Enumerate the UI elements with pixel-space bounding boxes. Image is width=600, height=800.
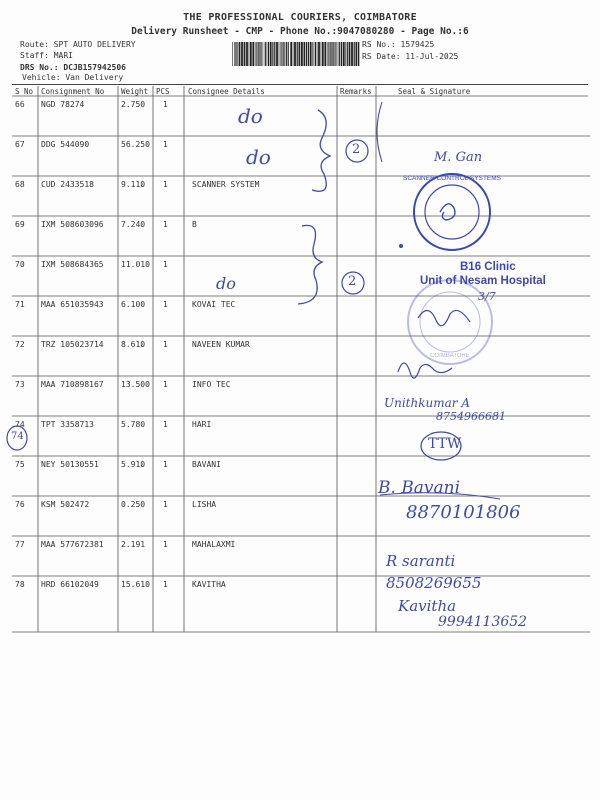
barcode-bar [235,42,236,66]
handwritten-do: do [238,104,263,128]
cell-cons: TRZ 105023714 [41,340,104,349]
barcode-bar [337,42,338,66]
barcode-bar [237,42,238,66]
divider [12,84,588,85]
cell-sno: 71 [15,300,25,309]
barcode-bar [283,42,284,66]
barcode-bar [322,42,324,66]
cell-consignee: MAHALAXMI [192,540,236,549]
signature-scribble [418,310,470,325]
cell-pcs: 1 [163,500,168,509]
barcode-bar [267,42,268,66]
cell-sno: 73 [15,380,25,389]
seal-text: SCANNER CONTROL SYSTEMS [403,175,501,182]
phone-75: 8870101806 [406,502,521,523]
cell-sno: 74 [15,420,25,429]
barcode-bar [306,42,307,66]
cell-sno: 66 [15,100,25,109]
cell-weight: 8.610 [121,340,146,349]
barcode-bar [246,42,248,66]
cell-consignee: HARI [192,420,212,429]
page-subtitle: Delivery Runsheet - CMP - Phone No.:9047080280 - Page No.:6 [131,26,469,37]
signature-74: TTW [428,436,462,452]
barcode-bar [308,42,309,66]
barcode-bar [341,42,342,66]
cell-weight: 2.750 [121,100,146,109]
cell-sno: 76 [15,500,25,509]
cell-weight: 0.250 [121,500,146,509]
cell-pcs: 1 [163,100,168,109]
barcode-bar [281,42,282,66]
cell-pcs: 1 [163,540,168,549]
seal-text-2: COIMBATORE [430,353,470,359]
barcode-bar [256,42,257,66]
barcode-bar [276,42,278,66]
barcode-bar [250,42,252,66]
barcode-bar [284,42,285,66]
cell-sno: 77 [15,540,25,549]
barcode-bar [265,42,266,66]
barcode-bar [331,42,332,66]
cell-weight: 7.240 [121,220,146,229]
cell-pcs: 1 [163,420,168,429]
barcode-bar [318,42,320,66]
cell-sno: 78 [15,580,25,589]
barcode-bar [294,42,296,66]
barcode-bar [314,42,315,66]
handwritten-do: do [246,145,271,169]
signature-77: R saranti [386,552,456,570]
clinic-stamp-line2: Unit of Nesam Hospital [420,275,546,287]
signature-78: Kavitha [398,597,457,615]
cell-cons: KSM 502472 [41,500,90,509]
cell-weight: 2.191 [121,540,146,549]
barcode-bar [310,42,312,66]
cell-cons: DDG 544090 [41,140,90,149]
cell-weight: 6.100 [121,300,146,309]
company-seal-icon [414,174,490,250]
barcode-bar [349,42,351,66]
barcode-bar [244,42,246,66]
cell-sno: 75 [15,460,25,469]
bracket-mark [377,102,382,162]
cell-cons: MAA 577672381 [41,540,104,549]
cell-sno: 72 [15,340,25,349]
phone-73: 8754966681 [436,410,506,423]
cell-cons: MAA 651035943 [41,300,104,309]
barcode-bar [249,42,250,66]
barcode-bar [279,42,280,66]
barcode-bar [328,42,329,66]
rs-date: RS Date: 11-Jul-2025 [362,52,459,61]
cell-pcs: 1 [163,220,168,229]
barcode-bar [286,42,287,66]
handwritten-remark: 2 [352,142,361,157]
brace-mark [298,225,322,304]
barcode-bar [335,42,336,66]
barcode-bar [339,42,340,66]
cell-sno: 68 [15,180,25,189]
barcode-bar [293,42,294,66]
cell-weight: 11.010 [121,260,150,269]
barcode-bar [315,42,316,66]
cell-pcs: 1 [163,260,168,269]
barcode-bar [345,42,346,66]
route-label: Route: SPT AUTO DELIVERY [20,40,136,49]
barcode-bar [347,42,348,66]
cell-consignee: BAVANI [192,460,221,469]
cell-cons: IXM 508684365 [41,260,104,269]
cell-pcs: 1 [163,140,168,149]
cell-cons: MAA 710898167 [41,380,104,389]
handwritten-row-mark: 74 [11,431,24,442]
rs-number: RS No.: 1579425 [362,40,435,49]
cell-sno: 70 [15,260,25,269]
column-header-sno: S No [15,87,34,96]
barcode-bar [327,42,328,66]
cell-weight: 13.500 [121,380,150,389]
barcode-bar [330,42,331,66]
signature-75: B. Bavani [378,478,461,498]
column-header-consignment: Consignment No [41,87,105,96]
brace-mark [312,110,330,191]
clinic-stamp [420,260,546,288]
handwritten-do: do [216,274,236,293]
signature-scribble [398,363,452,378]
barcode-bar [234,42,235,66]
cell-sno: 67 [15,140,25,149]
barcode-bar [317,42,318,66]
cell-consignee: INFO TEC [192,380,231,389]
barcode-bar [299,42,301,66]
cell-consignee: B [192,220,197,229]
cell-pcs: 1 [163,580,168,589]
cell-pcs: 1 [163,380,168,389]
signature-67: M. Gan [434,150,483,165]
barcode-bar [258,42,259,66]
barcode-bar [358,42,359,66]
barcode-bar [290,42,292,66]
cell-consignee: KOVAI TEC [192,300,236,309]
cell-cons: IXM 508603096 [41,220,104,229]
cell-pcs: 1 [163,460,168,469]
barcode-bar [259,42,260,66]
drs-number: DRS No.: DCJB157942506 [20,63,126,72]
cell-cons: NEY 50130551 [41,460,99,469]
barcode-bar [261,42,262,66]
column-header-remarks: Remarks [340,87,372,96]
column-header-consignee: Consignee Details [188,87,265,96]
cell-sno: 69 [15,220,25,229]
cell-pcs: 1 [163,340,168,349]
cell-weight: 5.910 [121,460,146,469]
cell-cons: CUD 2433518 [41,180,94,189]
clinic-stamp-line1: B16 Clinic [460,261,516,273]
vehicle-label: Vehicle: Van Delivery [22,73,124,82]
cell-weight: 9.110 [121,180,146,189]
column-header-seal: Seal & Signature [398,87,471,96]
barcode-bar [241,42,243,66]
barcode-bar [333,42,334,66]
staff-label: Staff: MARI [20,51,73,60]
barcode-bar [301,42,303,66]
barcode-bar [338,42,339,66]
cell-consignee: SCANNER SYSTEM [192,180,260,189]
barcode-bar [356,42,358,66]
cell-cons: TPT 3358713 [41,420,94,429]
cell-consignee: LISHA [192,500,217,509]
barcode-bar [280,42,281,66]
barcode-bar [343,42,345,66]
phone-77: 8508269655 [386,574,482,592]
date-70: 3/7 [478,290,496,303]
cell-weight: 56.250 [121,140,150,149]
barcode-bar [255,42,256,66]
signature-73: Unithkumar A [384,396,470,410]
barcode-bar [270,42,272,66]
column-header-pcs: PCS [156,87,170,96]
cell-pcs: 1 [163,300,168,309]
barcode-bar [252,42,254,66]
barcode-bar [288,42,289,66]
barcode-bar [239,42,241,66]
barcode-bar [324,42,326,66]
barcode-bar [274,42,275,66]
cell-cons: NGD 78274 [41,100,85,109]
page-title: THE PROFESSIONAL COURIERS, COIMBATORE [183,12,417,23]
cell-cons: HRD 66102049 [41,580,99,589]
phone-78: 9994113652 [438,614,528,630]
cell-consignee: KAVITHA [192,580,226,589]
cell-weight: 15.610 [121,580,150,589]
column-header-weight: Weight [121,87,149,96]
cell-consignee: NAVEEN KUMAR [192,340,250,349]
barcode-bar [297,42,298,66]
barcode-bar [321,42,322,66]
barcode-bar [232,42,233,66]
handwritten-remark: 2 [348,274,357,289]
ink-dot [399,244,403,248]
barcode-bar [304,42,306,66]
barcode-bar [268,42,269,66]
barcode-bar [272,42,273,66]
cell-weight: 5.780 [121,420,146,429]
barcode-bar [312,42,313,66]
barcode-bar [263,42,264,66]
barcode-bar [354,42,355,66]
barcode-bar [351,42,353,66]
barcode-image [232,42,360,66]
cell-pcs: 1 [163,180,168,189]
